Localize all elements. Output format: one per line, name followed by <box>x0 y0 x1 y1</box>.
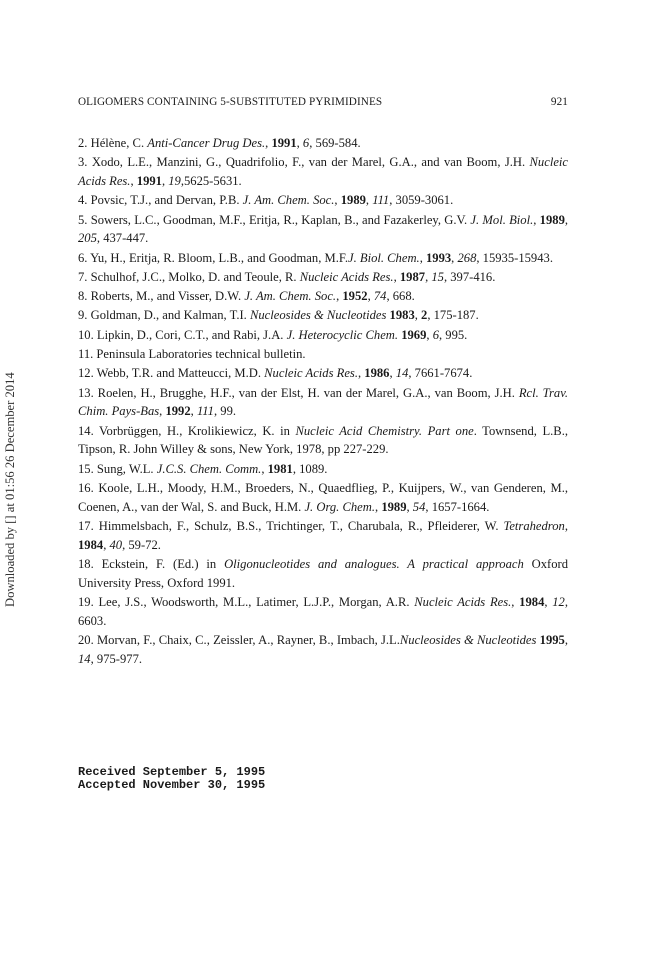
reference-italic-text: 14 <box>78 651 91 666</box>
reference-text: , <box>564 518 568 533</box>
reference-text: , 995. <box>438 327 468 342</box>
reference-text: 2. Hélène, C. <box>78 136 148 150</box>
reference-entry <box>78 593 568 630</box>
reference-italic-text: Tetrahedron <box>503 518 565 533</box>
reference-entry <box>78 211 568 248</box>
reference-text: 5. Sowers, L.C., Goodman, M.F., Eritja, R., Kaplan, B., and Fazakerley, G.V. <box>78 212 471 227</box>
reference-text: , <box>365 193 373 208</box>
reference-text: , <box>511 594 520 609</box>
reference-entry <box>78 326 568 345</box>
running-title: OLIGOMERS CONTAINING 5-SUBSTITUTED PYRIMIDINES <box>78 96 383 108</box>
reference-entry <box>78 153 568 190</box>
reference-italic-text: J. Org. Chem. <box>304 499 376 514</box>
reference-text: , 668. <box>386 289 415 304</box>
reference-text: 7. Schulhof, J.C., Molko, D. and Teoule, R. <box>78 269 300 284</box>
reference-text: , <box>261 461 268 476</box>
reference-text: 4. Povsic, T.J., and Dervan, P.B. <box>78 193 243 208</box>
reference-text: , <box>414 308 422 323</box>
reference-text: , 975-977. <box>90 651 143 666</box>
reference-text: 12. Webb, T.R. and Matteucci, M.D. <box>78 366 265 381</box>
reference-text: 11. Peninsula Laboratories technical bulletin. <box>78 347 306 362</box>
reference-bold-text: 1995 <box>539 632 565 647</box>
reference-text: , 99. <box>213 404 237 419</box>
reference-text: . Townsend, L.B., Tipson, R. John Willey & sons, New York, 1978, pp 227-229. <box>78 423 568 457</box>
reference-entry <box>78 517 568 554</box>
reference-text: , 1089. <box>292 461 328 476</box>
reference-italic-text: Nucleic Acids Res. <box>299 269 394 284</box>
reference-bold-text: 2 <box>421 308 428 323</box>
reference-italic-text: 19 <box>168 174 181 188</box>
reference-text: , <box>161 174 169 188</box>
reference-italic-text: Nucleic Acids Res. <box>414 594 512 609</box>
reference-entry <box>78 345 568 364</box>
reference-text: , <box>419 250 426 265</box>
reference-italic-text: 12 <box>552 594 565 609</box>
reference-text: , 6603. <box>78 594 568 628</box>
reference-text: 15. Sung, W.L. <box>78 461 157 476</box>
reference-text: 6. Yu, H., Eritja, R. Bloom, L.B., and Goodman, M.F. <box>78 250 348 265</box>
reference-text: , <box>159 404 166 419</box>
reference-italic-text: Oligonucleotides and analogues. A practical approach <box>224 556 524 571</box>
reference-text: , <box>375 499 382 514</box>
reference-italic-text: J.C.S. Chem. Comm. <box>156 461 262 476</box>
reference-text: , <box>367 289 374 304</box>
reference-text: 18. Eckstein, F. (Ed.) in <box>78 556 225 571</box>
reference-bold-text: 1991 <box>136 174 162 188</box>
reference-italic-text: Anti-Cancer Drug Des. <box>147 136 266 150</box>
reference-text: , 175-187. <box>427 308 479 323</box>
reference-italic-text: 205 <box>78 231 97 246</box>
reference-list <box>78 134 568 669</box>
reference-entry <box>78 555 568 592</box>
reference-italic-text: 15 <box>431 269 444 284</box>
reference-italic-text: 54 <box>412 499 426 514</box>
reference-text: 8. Roberts, M., and Visser, D.W. <box>78 289 245 304</box>
reference-text: , <box>190 404 197 419</box>
reference-entry <box>78 268 568 287</box>
reference-italic-text: 111 <box>196 404 214 419</box>
reference-text: , <box>130 174 137 188</box>
reference-bold-text: 1981 <box>267 461 293 476</box>
reference-italic-text: Nucleic Acids Res. <box>264 366 358 381</box>
reference-entry <box>78 249 568 268</box>
reference-entry <box>78 422 568 459</box>
reference-italic-text: 74 <box>373 289 387 304</box>
reference-entry <box>78 364 568 383</box>
reference-entry <box>78 287 568 306</box>
reference-text: , <box>103 537 110 552</box>
reference-bold-text: 1983 <box>389 308 415 323</box>
reference-entry <box>78 191 568 210</box>
reference-text: 20. Morvan, F., Chaix, C., Zeissler, A., Rayner, B., Imbach, J.L. <box>78 632 400 647</box>
reference-text: , <box>296 136 303 150</box>
reference-entry <box>78 306 568 325</box>
reference-text: , <box>336 289 343 304</box>
reference-text: , <box>426 327 433 342</box>
reference-entry <box>78 460 568 479</box>
reference-entry <box>78 384 568 421</box>
page-number: 921 <box>550 96 568 108</box>
reference-text: , 15935-15943. <box>476 250 553 265</box>
reference-text: , 3059-3061. <box>389 193 454 208</box>
reference-italic-text: 14 <box>395 366 409 381</box>
reference-entry <box>78 631 568 668</box>
reference-text: , <box>393 269 400 284</box>
reference-text: , <box>406 499 413 514</box>
reference-italic-text: 111 <box>372 193 390 208</box>
reference-text: , <box>564 632 568 647</box>
reference-text: , 397-416. <box>443 269 496 284</box>
accepted-date: Accepted November 30, 1995 <box>78 778 266 792</box>
reference-text: 17. Himmelsbach, F., Schulz, B.S., Trichtinger, T., Charubala, R., Pfleiderer, W. <box>78 518 504 533</box>
article-history <box>78 766 478 792</box>
reference-bold-text: 1991 <box>271 136 297 150</box>
reference-text: , 7661-7674. <box>408 366 473 381</box>
reference-text: ,5625-5631. <box>180 174 242 188</box>
reference-text: , <box>265 136 272 150</box>
reference-text: , <box>357 366 365 381</box>
reference-bold-text: 1987 <box>399 269 426 284</box>
reference-bold-text: 1984 <box>519 594 545 609</box>
reference-text: , <box>389 366 396 381</box>
reference-text: 10. Lipkin, D., Cori, C.T., and Rabi, J.A. <box>78 327 287 342</box>
reference-italic-text: Nucleic Acids Res. <box>78 155 568 188</box>
reference-italic-text: 40 <box>109 537 123 552</box>
reference-bold-text: 1986 <box>364 366 390 381</box>
reference-text: , <box>451 250 458 265</box>
reference-bold-text: 1992 <box>165 404 191 419</box>
reference-italic-text: 268 <box>457 250 477 265</box>
reference-italic-text: Nucleosides & Nucleotides <box>399 632 537 647</box>
download-notice: Downloaded by [] at 01:56 26 December 2014 <box>3 372 17 607</box>
reference-italic-text: Nucleosides & Nucleotides <box>249 308 387 323</box>
reference-text: , <box>564 212 569 227</box>
reference-bold-text: 1952 <box>342 289 368 304</box>
received-date: Received September 5, 1995 <box>78 765 266 779</box>
reference-text: , <box>533 212 540 227</box>
reference-text: Oxford University Press, Oxford 1991. <box>78 556 569 590</box>
reference-italic-text: J. Am. Chem. Soc. <box>244 289 337 304</box>
running-header <box>78 96 568 112</box>
reference-italic-text: 6 <box>302 136 310 150</box>
reference-bold-text: 1984 <box>78 537 104 552</box>
reference-text: 13. Roelen, H., Brugghe, H.F., van der Elst, H. van der Marel, G.A., van Boom, J.H. <box>78 385 519 400</box>
reference-text: , <box>544 594 553 609</box>
reference-text: , <box>425 269 432 284</box>
reference-italic-text: J. Mol. Biol. <box>470 212 534 227</box>
reference-bold-text: 1989 <box>381 499 407 514</box>
reference-bold-text: 1989 <box>340 193 366 208</box>
reference-bold-text: 1969 <box>401 327 427 342</box>
reference-text: , 1657-1664. <box>425 499 490 514</box>
reference-text: 19. Lee, J.S., Woodsworth, M.L., Latimer, L.J.P., Morgan, A.R. <box>78 594 415 609</box>
reference-entry <box>78 479 568 516</box>
reference-text: 14. Vorbrüggen, H., Krolikiewicz, K. in <box>78 423 296 438</box>
reference-text: 16. Koole, L.H., Moody, H.M., Broeders, N., Quaedflieg, P., Kuijpers, W., van Genderen, M., Coenen, A., van der Wal, S. and Buck, H.M. <box>78 480 568 514</box>
reference-text: , 59-72. <box>122 537 161 552</box>
reference-text: 3. Xodo, L.E., Manzini, G., Quadrifolio, F., van der Marel, G.A., and van Boom, J.H. <box>78 155 530 170</box>
reference-italic-text: Nucleic Acid Chemistry. Part one <box>295 423 474 438</box>
reference-text: , <box>334 193 341 208</box>
reference-italic-text: J. Am. Chem. Soc. <box>242 193 335 208</box>
reference-italic-text: Rcl. Trav. Chim. Pays-Bas <box>78 385 568 419</box>
reference-italic-text: 6 <box>432 327 439 342</box>
reference-text: , 569-584. <box>309 136 361 150</box>
reference-entry <box>78 134 568 153</box>
reference-text: 9. Goldman, D., and Kalman, T.I. <box>78 308 250 323</box>
reference-text: , 437-447. <box>96 231 149 246</box>
reference-bold-text: 1989 <box>539 212 565 227</box>
reference-italic-text: J. Heterocyclic Chem. <box>286 327 399 342</box>
reference-bold-text: 1993 <box>425 250 452 265</box>
reference-italic-text: J. Biol. Chem. <box>347 250 420 265</box>
